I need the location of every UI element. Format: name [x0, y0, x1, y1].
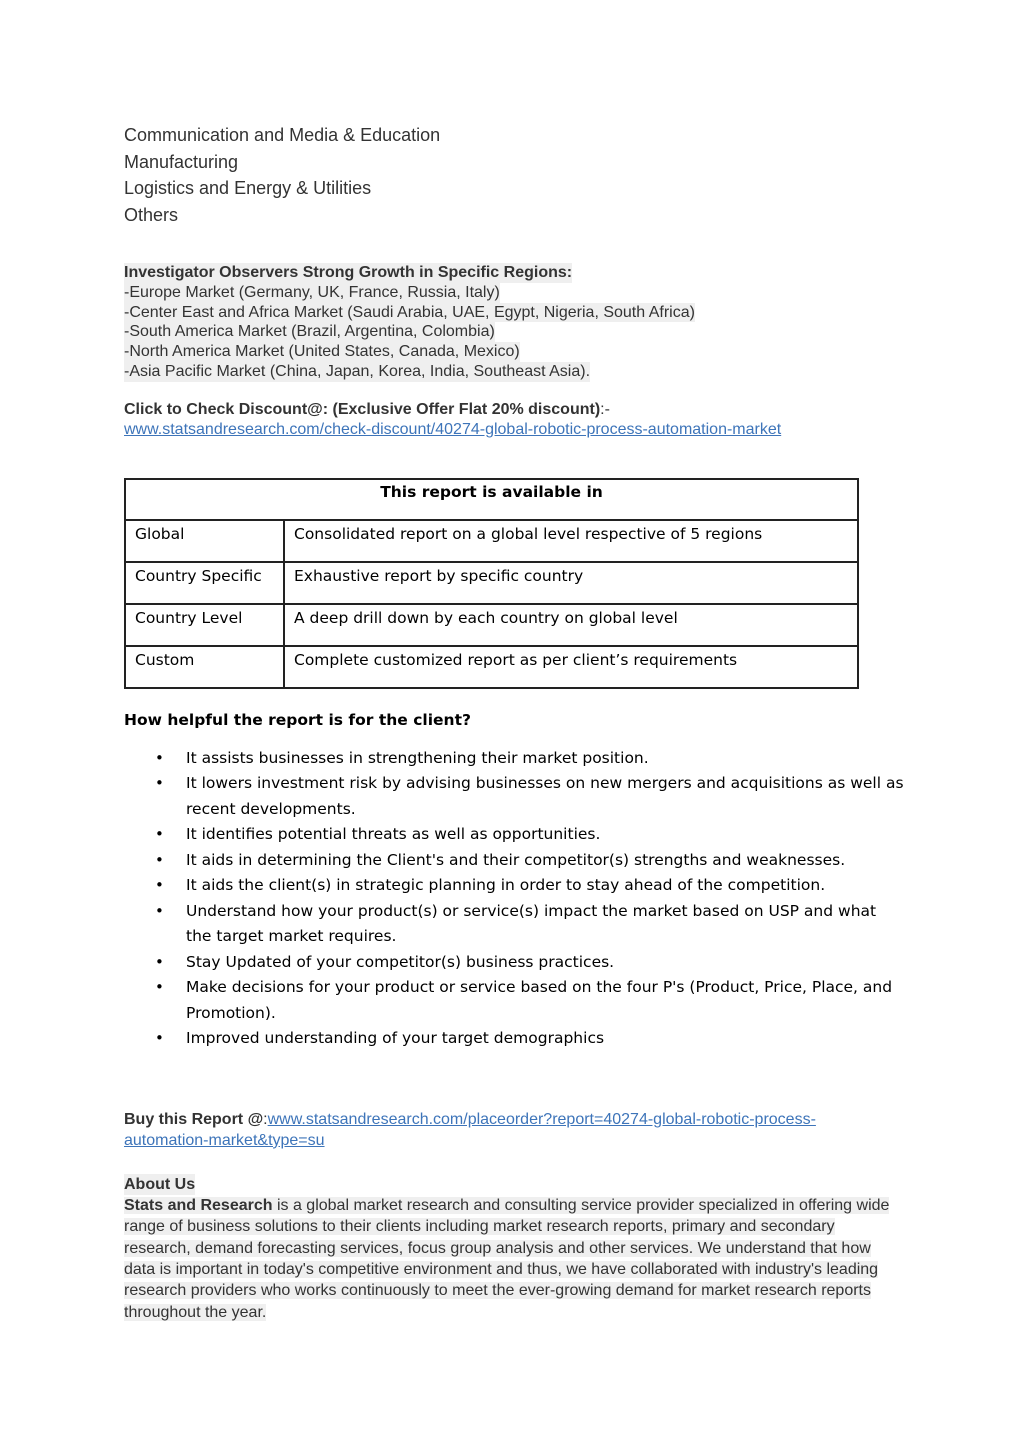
bullet-icon: • [155, 876, 164, 895]
list-item-text: It lowers investment risk by advising businesses on new mergers and acquisitions as well as recent developments. [186, 774, 904, 818]
table-row [125, 520, 858, 562]
segment-list [124, 122, 904, 228]
bullet-icon: • [155, 850, 164, 869]
list-item-text: Stay Updated of your competitor(s) business practices. [186, 952, 615, 971]
list-item-text: It identifies potential threats as well as opportunities. [186, 825, 601, 844]
buy-separator: : [263, 1110, 268, 1128]
list-item [155, 899, 904, 950]
table-row [125, 604, 858, 646]
list-item-text: Improved understanding of your target demographics [186, 1029, 605, 1048]
bullet-icon: • [155, 1029, 164, 1048]
table-row [125, 646, 858, 688]
availability-table [124, 478, 859, 689]
discount-label: Click to Check Discount@: (Exclusive Offer Flat 20% discount) [124, 400, 601, 418]
list-item [155, 950, 904, 976]
list-item [155, 1026, 904, 1052]
segment-item: Communication and Media & Education [124, 125, 441, 145]
availability-name: Global [125, 520, 284, 562]
about-body: is a global market research and consulting service provider specialized in offering wide range of business solutions to their clients including market research reports, primary and secondary research, demand forecasting services, focus group analysis and other services. We understand that how data is important in today's competitive environment and thus, we have collaborated with industry's leading research providers who works continuously to meet the ever-growing demand for market research reports throughout the year. [124, 1197, 890, 1321]
benefits-list [124, 746, 904, 1052]
segment-item: Manufacturing [124, 151, 239, 172]
availability-name: Country Specific [125, 562, 284, 604]
discount-section [124, 400, 904, 440]
regions-section [124, 263, 904, 382]
availability-name: Custom [125, 646, 284, 688]
region-item: -Europe Market (Germany, UK, France, Russia, Italy) [124, 283, 500, 301]
list-item [155, 873, 904, 899]
discount-link[interactable]: www.statsandresearch.com/check-discount/40274-global-robotic-process-automation-market [124, 420, 782, 438]
bullet-icon: • [155, 952, 164, 971]
bullet-icon: • [155, 774, 164, 793]
about-title: About Us [124, 1174, 195, 1195]
bullet-icon: • [155, 978, 164, 997]
about-company: Stats and Research [124, 1197, 273, 1215]
list-item-text: It aids the client(s) in strategic planning in order to stay ahead of the competition. [186, 876, 826, 895]
segment-item: Logistics and Energy & Utilities [124, 178, 372, 198]
availability-header: This report is available in [125, 479, 858, 520]
region-item: -Center East and Africa Market (Saudi Arabia, UAE, Egypt, Nigeria, South Africa) [124, 303, 695, 321]
buy-label: Buy this Report @ [124, 1110, 264, 1128]
list-item-text: Make decisions for your product or service based on the four P's (Product, Price, Place, and Promotion). [186, 978, 893, 1022]
availability-desc: Consolidated report on a global level respective of 5 regions [284, 520, 858, 562]
list-item-text: Understand how your product(s) or service(s) impact the market based on USP and what the target market requires. [186, 901, 877, 946]
list-item [155, 822, 904, 848]
list-item [155, 848, 904, 874]
document-content [124, 122, 904, 1323]
buy-link[interactable]: www.statsandresearch.com/placeorder?report=40274-global-robotic-process-automation-market&type=su [124, 1110, 816, 1149]
list-item [155, 771, 904, 822]
availability-name: Country Level [125, 604, 284, 646]
helpful-title: How helpful the report is for the client? [124, 710, 471, 729]
region-item: -Asia Pacific Market (China, Japan, Korea, India, Southeast Asia). [124, 362, 591, 380]
region-item: -North America Market (United States, Canada, Mexico) [124, 343, 520, 361]
availability-desc: Exhaustive report by specific country [284, 562, 858, 604]
availability-desc: A deep drill down by each country on global level [284, 604, 858, 646]
list-item [155, 746, 904, 772]
region-item: -South America Market (Brazil, Argentina, Colombia) [124, 323, 495, 341]
regions-heading: Investigator Observers Strong Growth in Specific Regions: [124, 264, 573, 281]
table-row [125, 562, 858, 604]
list-item-text: It assists businesses in strengthening their market position. [186, 748, 649, 767]
discount-suffix: :- [600, 400, 610, 418]
buy-section [124, 1109, 884, 1151]
about-section [124, 1174, 894, 1323]
availability-desc: Complete customized report as per client’s requirements [284, 646, 858, 688]
bullet-icon: • [155, 825, 164, 844]
list-item-text: It aids in determining the Client's and their competitor(s) strengths and weaknesses. [186, 850, 846, 869]
bullet-icon: • [155, 748, 164, 767]
bullet-icon: • [155, 901, 164, 920]
list-item [155, 975, 904, 1026]
segment-item: Others [124, 204, 179, 225]
